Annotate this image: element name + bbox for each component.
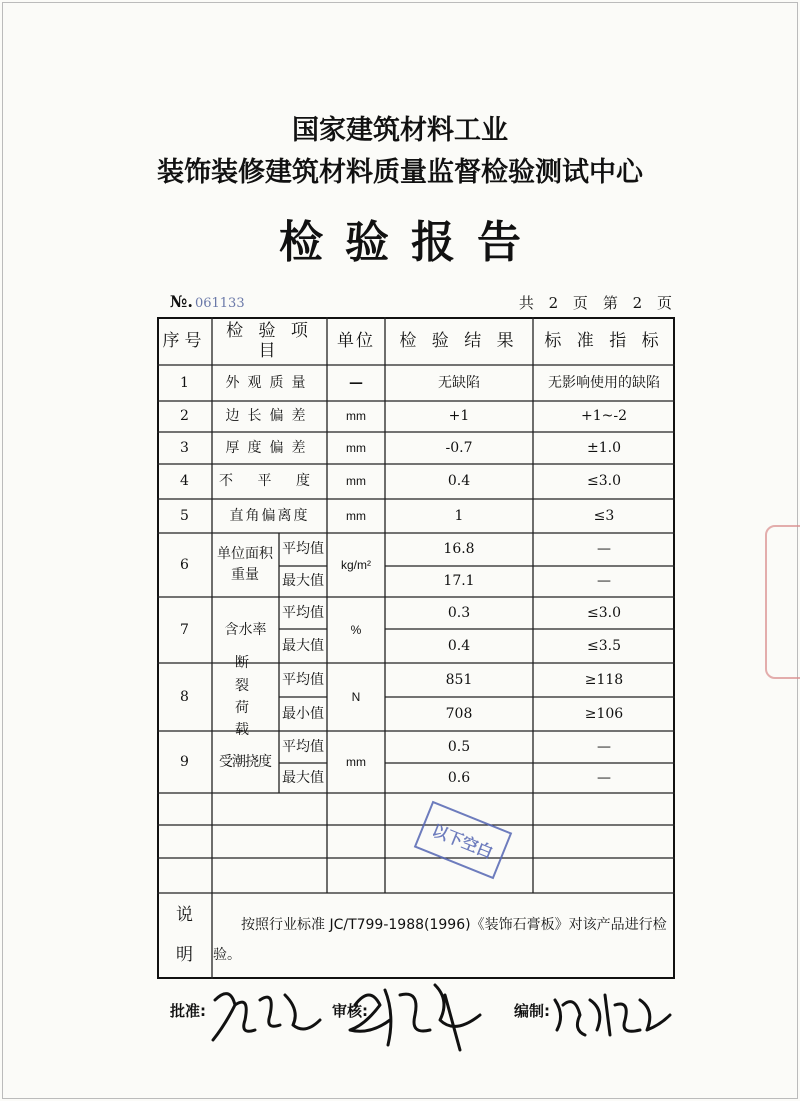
row-9-no: 9	[180, 753, 189, 770]
header-cell-no: 序号	[162, 330, 207, 351]
header-cell-standard: 标 准 指 标	[544, 330, 664, 351]
row-8-no: 8	[180, 688, 189, 705]
row-9-sub-1-standard: —	[597, 738, 611, 755]
row-3-no: 3	[180, 439, 189, 456]
header-cell-unit: 单位	[337, 330, 375, 351]
row-9-item: 受潮挠度	[219, 753, 271, 770]
row-3-item: 厚度偏差	[225, 439, 314, 456]
report-number-value: 061133	[194, 296, 245, 311]
notes-label-1: 说	[176, 904, 193, 925]
row-9-sub-1-result: 0.5	[447, 738, 471, 755]
approve-label: 批准:	[170, 1002, 206, 1020]
org-name-line2: 装饰装修建筑材料质量监督检验测试中心	[157, 157, 643, 188]
row-8-unit: N	[351, 689, 361, 704]
row-9-sub-2-label: 最大值	[282, 769, 324, 786]
row-4-unit: mm	[346, 474, 366, 489]
approve-signature	[205, 980, 325, 1050]
blank-below-stamp: 以下空白	[414, 801, 512, 880]
row-6-sub-2-result: 17.1	[443, 573, 475, 590]
row-9-sub-1-label: 平均值	[282, 738, 324, 755]
notes-text: 按照行业标准 JC/T799-1988(1996)《装饰石膏板》对该产品进行检验。	[213, 917, 667, 963]
row-6-unit: kg/m²	[341, 557, 371, 572]
row-7-no: 7	[180, 621, 189, 638]
row-7-sub-1-label: 平均值	[282, 604, 324, 621]
row-8-sub-2-label: 最小值	[282, 705, 324, 722]
compile-label: 编制:	[514, 1002, 550, 1020]
row-7-item: 含水率	[224, 621, 267, 638]
row-1-result: 无缺陷	[438, 374, 480, 391]
report-number-label: №.	[170, 292, 193, 311]
row-2-standard: +1~-2	[580, 408, 627, 425]
row-5-unit: mm	[346, 508, 366, 523]
row-6-item: 单位面积重量	[217, 546, 273, 583]
row-6-sub-1-label: 平均值	[282, 541, 324, 558]
row-4-item: 不 平 度	[219, 473, 320, 490]
row-1-item: 外观质量	[225, 374, 314, 391]
row-1-standard: 无影响使用的缺陷	[548, 374, 660, 391]
row-6-sub-1-standard: —	[597, 541, 611, 558]
notes-label-2: 明	[176, 944, 193, 965]
header-cell-item: 检 验 项 目	[226, 320, 313, 361]
row-7-sub-1-standard: ≤3.0	[587, 604, 621, 621]
row-7-sub-2-label: 最大值	[282, 637, 324, 654]
row-7-unit: %	[350, 622, 362, 637]
row-5-no: 5	[180, 507, 189, 524]
row-8-sub-1-standard: ≥118	[584, 671, 624, 688]
row-8-sub-1-result: 851	[445, 671, 473, 688]
page-count: 共 2 页 第 2 页	[518, 294, 672, 312]
row-2-result: +1	[448, 408, 470, 425]
review-label: 审核:	[332, 1002, 368, 1020]
row-9-sub-2-result: 0.6	[447, 769, 471, 786]
row-9-unit: mm	[346, 754, 366, 769]
row-2-item: 边长偏差	[225, 408, 314, 425]
header-cell-result: 检 验 结 果	[399, 330, 519, 351]
review-signature	[340, 975, 490, 1065]
row-6-sub-1-result: 16.8	[443, 541, 475, 558]
row-5-standard: ≤3	[593, 507, 615, 524]
row-3-unit: mm	[346, 440, 366, 455]
row-9-sub-2-standard: —	[597, 769, 611, 786]
row-1-unit: —	[349, 374, 363, 391]
row-2-no: 2	[180, 408, 189, 425]
row-7-sub-1-result: 0.3	[447, 604, 471, 621]
row-7-sub-2-standard: ≤3.5	[587, 637, 621, 654]
row-4-result: 0.4	[447, 473, 471, 490]
org-name-line1: 国家建筑材料工业	[292, 115, 508, 146]
report-title: 检验报告	[279, 217, 543, 268]
report-number	[170, 292, 245, 311]
row-1-no: 1	[180, 374, 189, 391]
row-8-sub-2-standard: ≥106	[584, 705, 624, 722]
row-3-standard: ±1.0	[587, 439, 621, 456]
red-seal-fragment	[765, 525, 800, 679]
row-8-sub-2-result: 708	[445, 705, 473, 722]
row-8-item: 断 裂 荷 载	[235, 655, 257, 739]
row-6-sub-2-label: 最大值	[282, 573, 324, 590]
row-5-item: 直角偏离度	[229, 507, 310, 524]
row-4-no: 4	[180, 473, 189, 490]
row-8-sub-1-label: 平均值	[282, 671, 324, 688]
row-5-result: 1	[454, 507, 464, 524]
row-2-unit: mm	[346, 409, 366, 424]
compile-signature	[545, 985, 675, 1045]
row-7-sub-2-result: 0.4	[447, 637, 471, 654]
row-3-result: -0.7	[445, 439, 473, 456]
row-6-no: 6	[180, 556, 189, 573]
row-4-standard: ≤3.0	[587, 473, 621, 490]
row-6-sub-2-standard: —	[597, 573, 611, 590]
